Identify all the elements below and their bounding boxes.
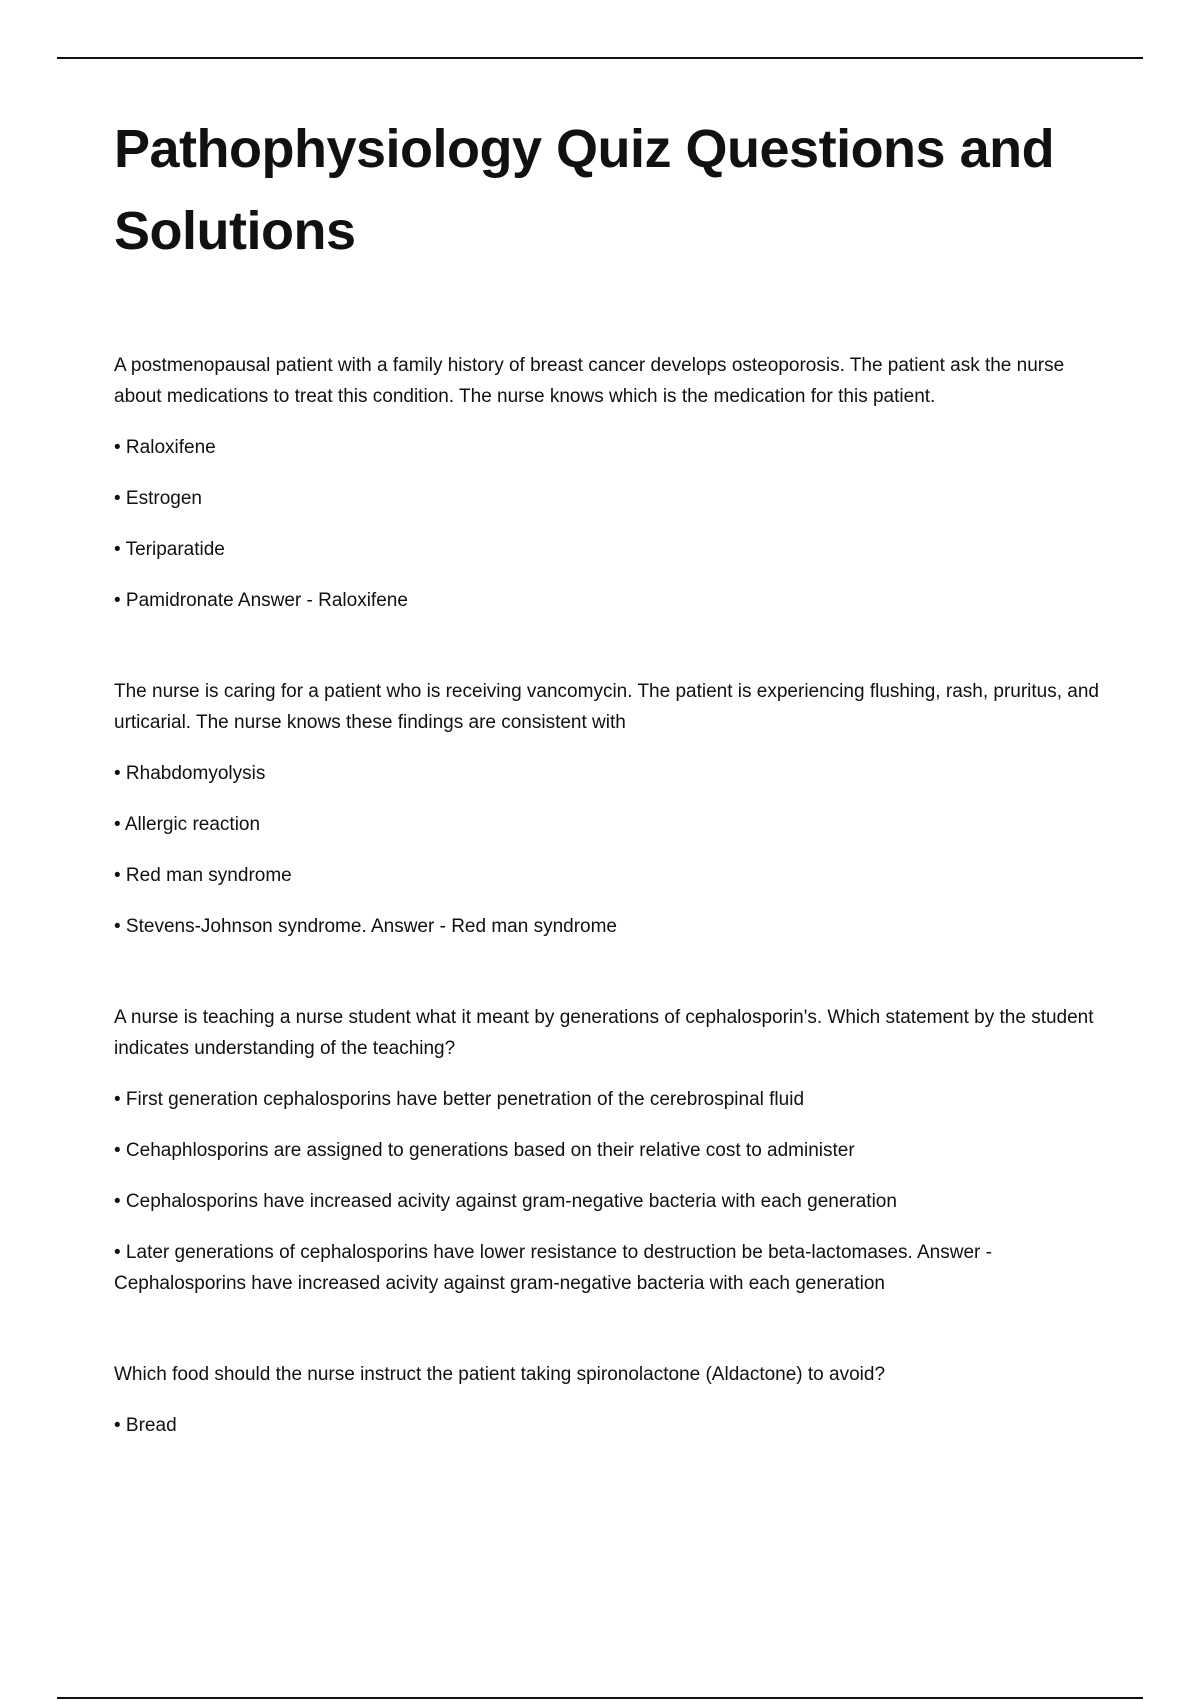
- option-list: [114, 1084, 1104, 1299]
- option-item: • Stevens-Johnson syndrome. Answer - Red man syndrome: [114, 916, 617, 937]
- option-list: [114, 432, 1104, 616]
- question-4: [114, 1359, 1104, 1441]
- option-item: • Pamidronate Answer - Raloxifene: [114, 590, 408, 611]
- option-list: [114, 1410, 1104, 1441]
- question-text: A nurse is teaching a nurse student what it meant by generations of cephalosporin's. Which statement by the student indicates understanding of the teaching?: [114, 1007, 1094, 1059]
- option-item: • Teriparatide: [114, 539, 225, 560]
- document-body: [114, 108, 1104, 1501]
- question-3: [114, 1002, 1104, 1299]
- question-text: The nurse is caring for a patient who is receiving vancomycin. The patient is experiencing flushing, rash, pruritus, and urticarial. The nurse knows these findings are consistent with: [114, 681, 1099, 733]
- option-item: • Estrogen: [114, 488, 202, 509]
- option-item: • First generation cephalosporins have better penetration of the cerebrospinal fluid: [114, 1089, 805, 1110]
- page-title: Pathophysiology Quiz Questions and Solutions: [114, 119, 1055, 261]
- option-item: • Allergic reaction: [114, 814, 261, 835]
- option-item: • Later generations of cephalosporins have lower resistance to destruction be beta-lactomases. Answer - Cephalosporins have increased acivity against gram-negative bacteria with each generation: [114, 1242, 992, 1294]
- option-item: • Cephalosporins have increased acivity against gram-negative bacteria with each generation: [114, 1191, 897, 1212]
- question-text: A postmenopausal patient with a family history of breast cancer develops osteoporosis. The patient ask the nurse about medications to treat this condition. The nurse knows which is the medication for this patient.: [114, 355, 1065, 407]
- option-item: • Rhabdomyolysis: [114, 763, 266, 784]
- question-2: [114, 676, 1104, 942]
- option-list: [114, 758, 1104, 942]
- option-item: • Red man syndrome: [114, 865, 292, 886]
- option-item: • Cehaphlosporins are assigned to generations based on their relative cost to administer: [114, 1140, 855, 1161]
- question-text: Which food should the nurse instruct the patient taking spironolactone (Aldactone) to avoid?: [114, 1364, 886, 1385]
- header-rule: [57, 57, 1143, 59]
- question-list: [114, 350, 1104, 1441]
- option-item: • Bread: [114, 1415, 177, 1436]
- footer-rule: [57, 1697, 1143, 1699]
- option-item: • Raloxifene: [114, 437, 216, 458]
- question-1: [114, 350, 1104, 616]
